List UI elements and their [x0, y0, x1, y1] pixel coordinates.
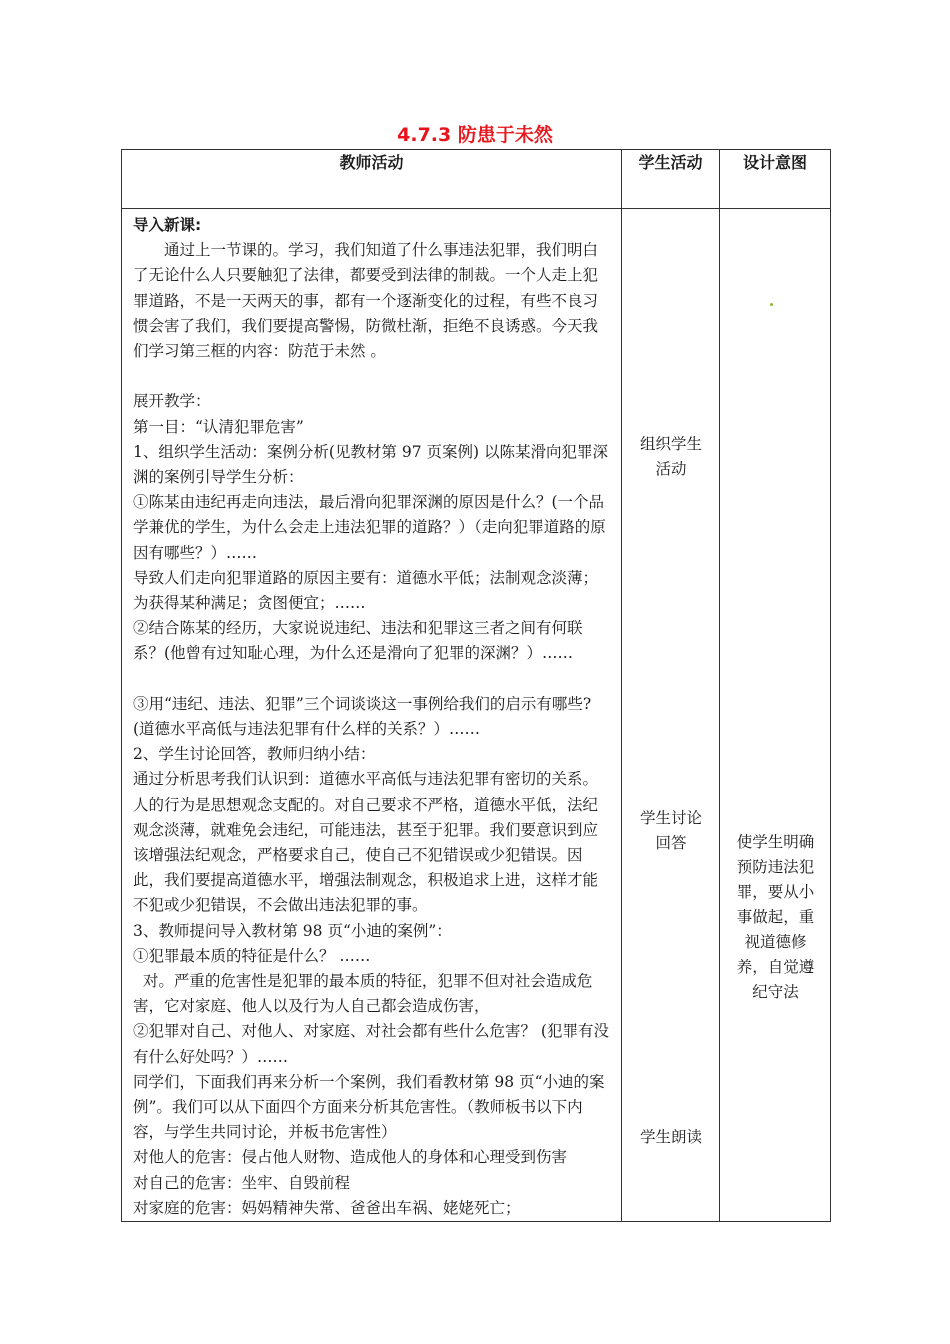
answer-4: 对。严重的危害性是犯罪的最本质的特征，犯罪不但对社会造成危害，它对家庭、他人以及行为人自己都会造成伤害， [133, 972, 593, 1016]
content-row [122, 209, 831, 1222]
blank-line [133, 364, 612, 389]
section-heading-intro: 导入新课: [133, 216, 202, 234]
header-design-intent: 设计意图 [720, 150, 831, 209]
student-note-read: 学生朗读 [639, 1128, 702, 1146]
design-intent-text: 使学生明确 预防违法犯 罪，要从小 事做起，重 视道德修 养，自觉遵 纪守法 [736, 833, 815, 1001]
harm-to-self: 对自己的危害：坐牢、自毁前程 [133, 1173, 351, 1192]
teacher-activity-text [122, 209, 621, 1221]
subsection-heading: 第一目：“认清犯罪危害” [133, 417, 304, 436]
activity-step-2: 2、学生讨论回答，教师归纳小结： [133, 745, 376, 764]
page-title: 4.7.3 防患于未然 [397, 124, 553, 146]
harm-to-family: 对家庭的危害：妈妈精神失常、爸爸出车祸、姥姥死亡； [133, 1198, 521, 1217]
header-row [122, 150, 831, 209]
question-4: ①犯罪最本质的特征是什么？ …… [133, 946, 371, 965]
question-5: ②犯罪对自己、对他人、对家庭、对社会都有些什么危害？ (犯罪有没有什么好处吗？）…… [133, 1022, 609, 1066]
design-intent-cell [720, 209, 831, 1222]
section-heading-teaching: 展开教学： [133, 392, 211, 411]
student-note-discuss: 学生讨论 回答 [639, 809, 702, 852]
student-activity-cell [622, 209, 720, 1222]
teacher-activity-cell [122, 209, 622, 1222]
answer-1: 导致人们走向犯罪道路的原因主要有：道德水平低；法制观念淡薄；为获得某种满足；贪图便宜；…… [133, 568, 599, 613]
question-2: ②结合陈某的经历，大家说说违纪、违法和犯罪这三者之间有何联系？(他曾有过知耻心理，为什么还是滑向了犯罪的深渊？）…… [133, 619, 583, 663]
intro-paragraph: 通过上一节课的。学习，我们知道了什么事违法犯罪，我们明白了无论什么人只要触犯了法律，都要受到法律的制裁。一个人走上犯罪道路，不是一天两天的事，都有一个逐渐变化的过程，有些不良习惯会害了我们，我们要提高警惕，防微杜渐，拒绝不良诱惑。今天我们学习第三框的内容：防范于未然 。 [133, 241, 599, 361]
header-teacher-activity: 教师活动 [122, 150, 622, 209]
question-3: ③用“违纪、违法、犯罪”三个词谈谈这一事例给我们的启示有哪些?(道德水平高低与违法犯罪有什么样的关系？）…… [133, 694, 592, 739]
header-student-activity: 学生活动 [622, 150, 720, 209]
question-1: ①陈某由违纪再走向违法，最后滑向犯罪深渊的原因是什么？(一个品学兼优的学生，为什么会走上违法犯罪的道路？）（走向犯罪道路的原因有哪些？）…… [133, 493, 606, 562]
blank-line [133, 667, 612, 692]
summary-paragraph: 通过分析思考我们认识到：道德水平高低与违法犯罪有密切的关系。人的行为是思想观念支配的。对自己要求不严格，道德水平低，法纪观念淡薄，就难免会违纪，可能违法，甚至于犯罪。我们要意识到应该增强法纪观念，严格要求自己，使自己不犯错误或少犯错误。因此，我们要提高道德水平，增强法制观念，积极追求上进，这样才能不犯或少犯错误，不会做出违法犯罪的事。 [133, 770, 599, 915]
lesson-plan-table [121, 149, 831, 1222]
activity-step-3: 3、教师提问导入教材第 98 页“小迪的案例”： [133, 921, 452, 940]
harm-to-others: 对他人的危害：侵占他人财物、造成他人的身体和心理受到伤害 [133, 1148, 568, 1167]
decorative-dot [770, 303, 773, 306]
student-note-organize: 组织学生 活动 [639, 435, 702, 478]
activity-step-1: 1、组织学生活动：案例分析(见教材第 97 页案例) 以陈某滑向犯罪深渊的案例引导学生分析： [133, 442, 608, 487]
case-intro-paragraph: 同学们，下面我们再来分析一个案例，我们看教材第 98 页“小迪的案例”。我们可以从下面四个方面来分析其危害性。（教师板书以下内容，与学生共同讨论，并板书危害性） [133, 1072, 605, 1142]
